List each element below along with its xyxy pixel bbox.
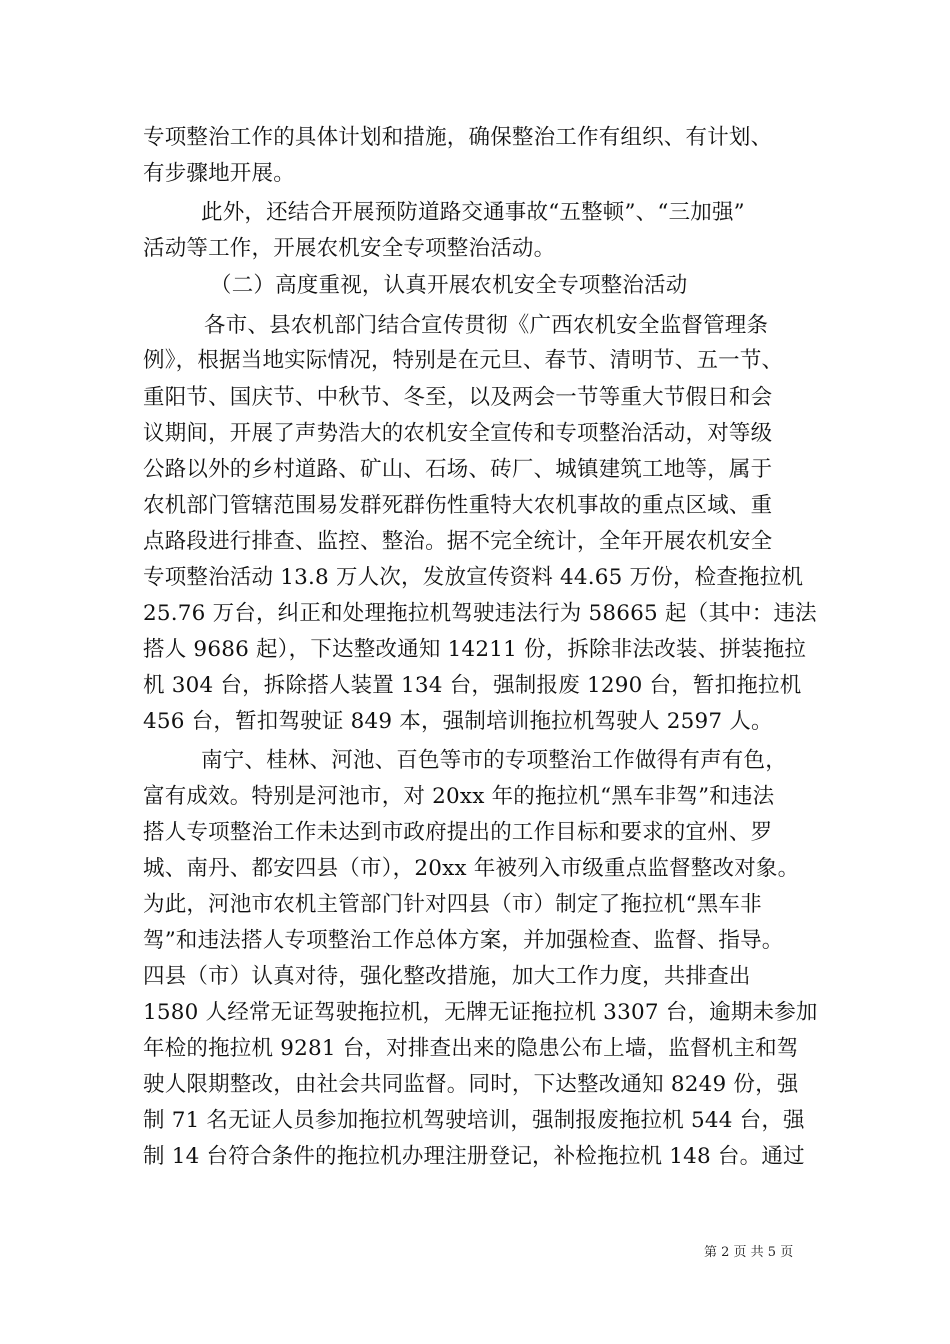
text-line: 制 71 名无证人员参加拖拉机驾驶培训，强制报废拖拉机 544 台，强 xyxy=(143,1108,805,1133)
text-line: 驶人限期整改，由社会共同监督。同时，下达整改通知 8249 份，强 xyxy=(143,1072,799,1097)
section-heading: （二）高度重视，认真开展农机安全专项整治活动 xyxy=(210,273,688,298)
text-line: 议期间，开展了声势浩大的农机安全宣传和专项整治活动，对等级 xyxy=(143,421,773,446)
text-line: 专项整治活动 13.8 万人次，发放宣传资料 44.65 万份，检查拖拉机 xyxy=(143,565,804,590)
text-line: 搭人专项整治工作未达到市政府提出的工作目标和要求的宜州、罗 xyxy=(143,820,773,845)
paragraph-start: 此外，还结合开展预防道路交通事故“五整顿”、“三加强” xyxy=(201,200,745,225)
text-line: 有步骤地开展。 xyxy=(143,161,295,186)
page-number-footer: 第 2 页 共 5 页 xyxy=(704,1245,794,1260)
text-line: 农机部门管辖范围易发群死群伤性重特大农机事故的重点区域、重 xyxy=(143,493,773,518)
text-line: 年检的拖拉机 9281 台，对排查出来的隐患公布上墙，监督机主和驾 xyxy=(143,1036,799,1061)
text-line: 制 14 台符合条件的拖拉机办理注册登记，补检拖拉机 148 台。通过 xyxy=(143,1144,805,1169)
text-line: 驾”和违法搭人专项整治工作总体方案，并加强检查、监督、指导。 xyxy=(143,928,784,953)
text-line: 专项整治工作的具体计划和措施，确保整治工作有组织、有计划、 xyxy=(143,125,773,150)
text-line: 四县（市）认真对待，强化整改措施，加大工作力度，共排查出 xyxy=(143,964,751,989)
text-line: 公路以外的乡村道路、矿山、石场、砖厂、城镇建筑工地等，属于 xyxy=(143,457,773,482)
paragraph-start: 各市、县农机部门结合宣传贯彻《广西农机安全监督管理条 xyxy=(204,313,769,338)
text-line: 25.76 万台，纠正和处理拖拉机驾驶违法行为 58665 起（其中：违法 xyxy=(143,601,817,626)
paragraph-start: 南宁、桂林、河池、百色等市的专项整治工作做得有声有色， xyxy=(201,748,787,773)
text-line: 为此，河池市农机主管部门针对四县（市）制定了拖拉机“黑车非 xyxy=(143,892,762,917)
text-line: 1580 人经常无证驾驶拖拉机，无牌无证拖拉机 3307 台，逾期未参加 xyxy=(143,1000,818,1025)
text-line: 例》，根据当地实际情况，特别是在元旦、春节、清明节、五一节、 xyxy=(143,348,784,373)
text-line: 点路段进行排查、监控、整治。据不完全统计，全年开展农机安全 xyxy=(143,529,773,554)
text-line: 活动等工作，开展农机安全专项整治活动。 xyxy=(143,236,556,261)
text-line: 富有成效。特别是河池市，对 20xx 年的拖拉机“黑车非驾”和违法 xyxy=(143,784,775,809)
text-line: 456 台，暂扣驾驶证 849 本，强制培训拖拉机驾驶人 2597 人。 xyxy=(143,709,773,734)
text-line: 重阳节、国庆节、中秋节、冬至，以及两会一节等重大节假日和会 xyxy=(143,385,773,410)
text-line: 机 304 台，拆除搭人装置 134 台，强制报废 1290 台，暂扣拖拉机 xyxy=(143,673,802,698)
text-line: 搭人 9686 起），下达整改通知 14211 份，拆除非法改装、拼装拖拉 xyxy=(143,637,807,662)
text-line: 城、南丹、都安四县（市），20xx 年被列入市级重点监督整改对象。 xyxy=(143,856,800,881)
